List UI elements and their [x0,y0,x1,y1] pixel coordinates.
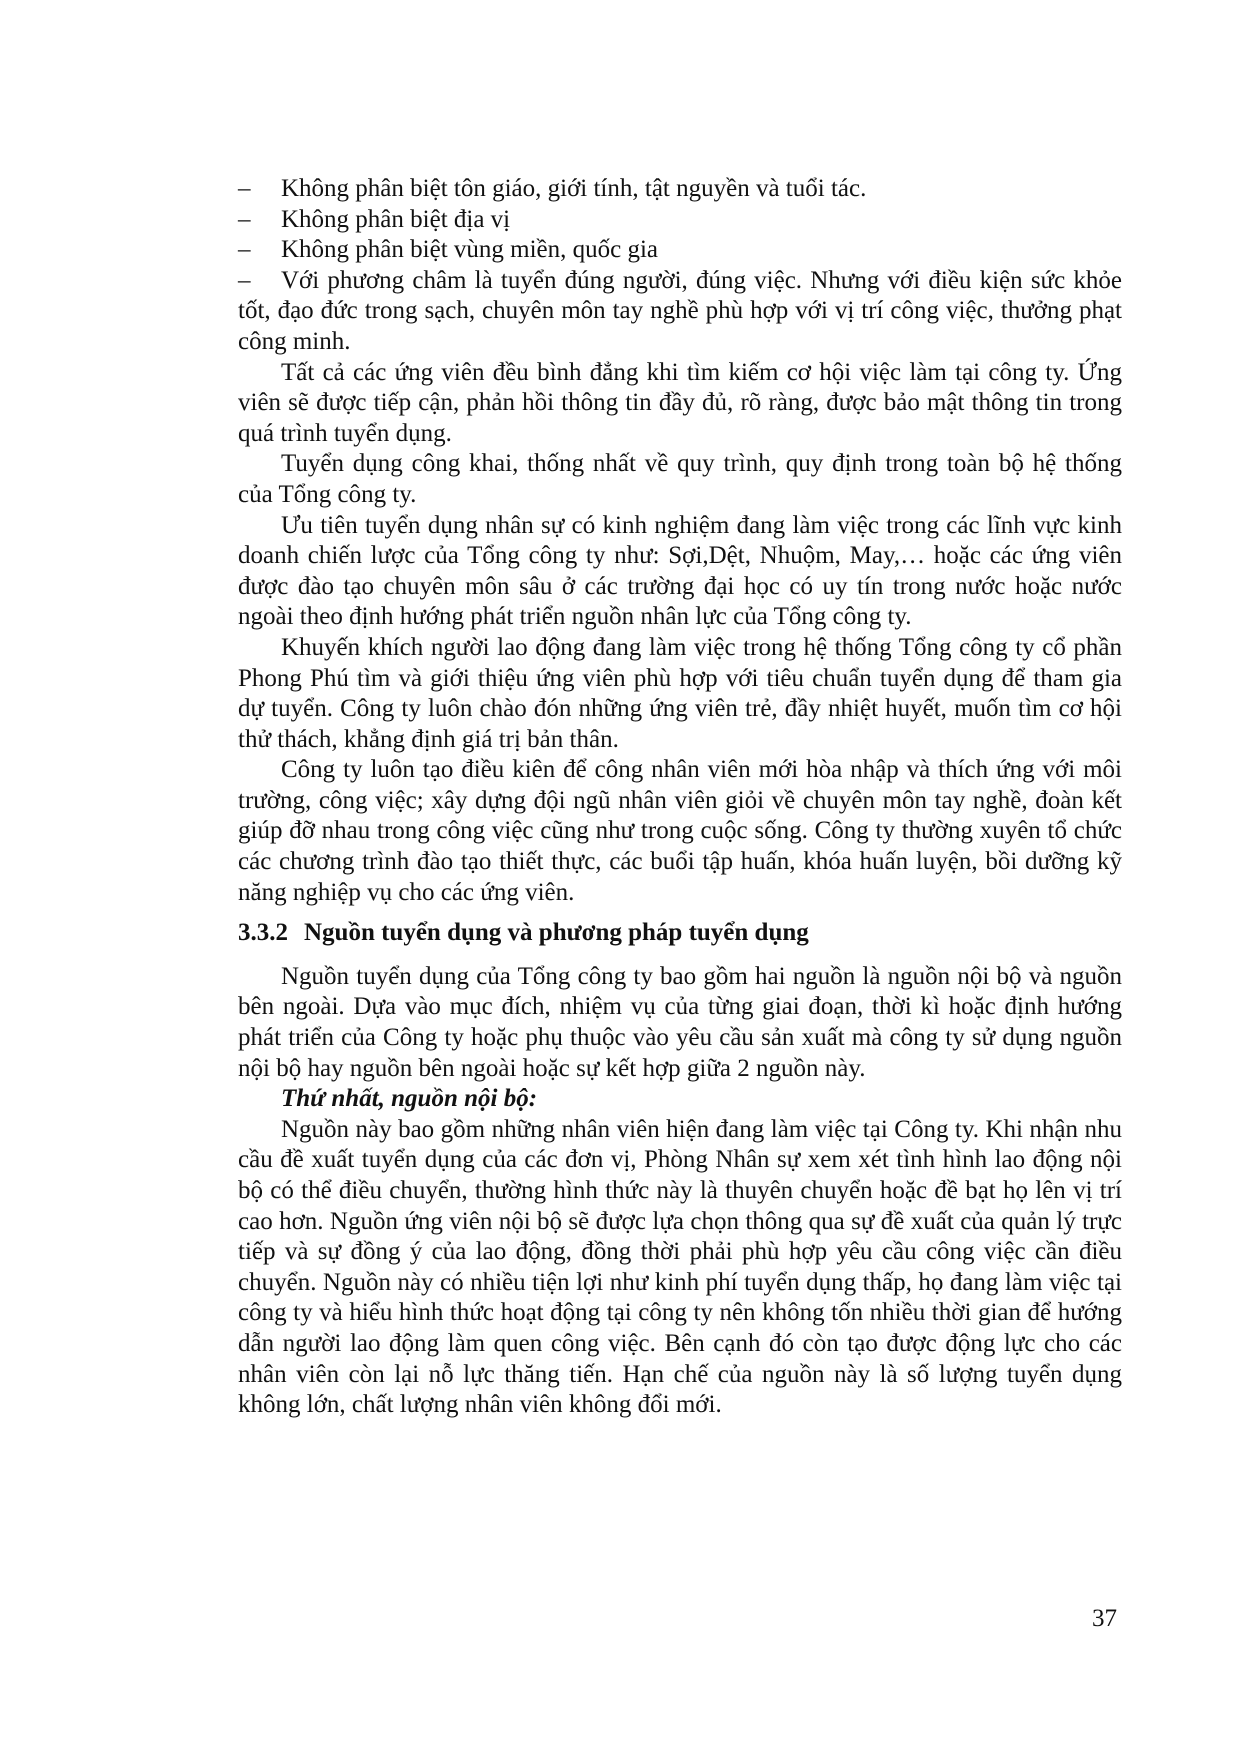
section-number: 3.3.2 [238,919,288,947]
paragraph-equal-opportunity: Tất cả các ứng viên đều bình đẳng khi tìm kiếm cơ hội việc làm tại công ty. Ứng viên sẽ được tiếp cận, phản hồi thông tin đầy đủ, rõ ràng, được bảo mật thông tin trong quá trình tuyển dụng. [238,358,1122,447]
section-heading [238,918,1122,949]
dash-bullet: – [238,205,251,233]
subheading-internal-source: Thứ nhất, nguồn nội bộ: [281,1085,538,1113]
bullet-text: Với phương châm là tuyển đúng người, đúng việc. Nhưng với điều kiện sức khỏe tốt, đạo đức trong sạch, chuyên môn tay nghề phù hợp với vị trí công việc, thưởng phạt công minh. [238,266,1122,355]
bullet-text: Không phân biệt địa vị [281,205,511,233]
bullet-item [238,174,1122,205]
bullet-item [238,235,1122,266]
paragraph-section-intro: Nguồn tuyển dụng của Tổng công ty bao gồm hai nguồn là nguồn nội bộ và nguồn bên ngoài. Dựa vào mục đích, nhiệm vụ của từng giai đoạn, thời kì hoặc định hướng phát triển của Công ty hoặc phụ thuộc vào yêu cầu sản xuất mà công ty sử dụng nguồn nội bộ hay nguồn bên ngoài hoặc sự kết hợp giữa 2 nguồn này. [238,962,1122,1082]
section-title: Nguồn tuyển dụng và phương pháp tuyển dụng [304,919,809,947]
dash-bullet: – [238,175,251,202]
paragraph-priority: Ưu tiên tuyển dụng nhân sự có kinh nghiệm đang làm việc trong các lĩnh vực kinh doanh chiến lược của Tổng công ty như: Sợi,Dệt, Nhuộm, May,… hoặc các ứng viên được đào tạo chuyên môn sâu ở các trường đại học có uy tín trong nước hoặc nước ngoài theo định hướng phát triển nguồn nhân lực của Tổng công ty. [238,511,1122,631]
paragraph-public-recruitment: Tuyển dụng công khai, thống nhất về quy trình, quy định trong toàn bộ hệ thống của Tổng công ty. [238,450,1122,508]
paragraph-internal-source: Nguồn này bao gồm những nhân viên hiện đang làm việc tại Công ty. Khi nhận nhu cầu đề xuất tuyển dụng của các đơn vị, Phòng Nhân sự xem xét tình hình lao động nội bộ có thể điều chuyển, thường hình thức này là thuyên chuyển hoặc đề bạt họ lên vị trí cao hơn. Nguồn ứng viên nội bộ sẽ được lựa chọn thông qua sự đề xuất của quản lý trực tiếp và sự đồng ý của lao động, đồng thời phải phù hợp yêu cầu công việc cần điều chuyển. Nguồn này có nhiều tiện lợi như kinh phí tuyển dụng thấp, họ đang làm việc tại công ty và hiểu hình thức hoạt động tại công ty nên không tốn nhiều thời gian để hướng dẫn người lao động làm quen công việc. Bên cạnh đó còn tạo được động lực cho các nhân viên còn lại nỗ lực thăng tiến. Hạn chế của nguồn này là số lượng tuyển dụng không lớn, chất lượng nhân viên không đổi mới. [238,1115,1122,1419]
dash-bullet: – [238,236,251,264]
paragraph-integration: Công ty luôn tạo điều kiên để công nhân viên mới hòa nhập và thích ứng với môi trường, công việc; xây dựng đội ngũ nhân viên giỏi về chuyên môn tay nghề, đoàn kết giúp đỡ nhau trong công việc cũng như trong cuộc sống. Công ty thường xuyên tổ chức các chương trình đào tạo thiết thực, các buổi tập huấn, khóa huấn luyện, bồi dưỡng kỹ năng nghiệp vụ cho các ứng viên. [238,756,1122,906]
bullet-item [238,205,1122,236]
page-content [238,174,1122,1421]
bullet-text: Không phân biệt vùng miền, quốc gia [281,236,659,264]
paragraph-encouragement: Khuyến khích người lao động đang làm việc trong hệ thống Tổng công ty cổ phần Phong Phú tìm và giới thiệu ứng viên phù hợp với tiêu chuẩn tuyển dụng để tham gia dự tuyển. Công ty luôn chào đón những ứng viên trẻ, đầy nhiệt huyết, muốn tìm cơ hội thử thách, khẳng định giá trị bản thân. [238,633,1122,753]
bullet-item: – Với phương châm là tuyển đúng người, đúng việc. Nhưng với điều kiện sức khỏe tốt, đạo đức trong sạch, chuyên môn tay nghề phù hợp với vị trí công việc, thưởng phạt công minh. [238,266,1122,355]
page-number: 37 [1092,1605,1117,1632]
bullet-text: Không phân biệt tôn giáo, giới tính, tật nguyền và tuổi tác. [281,175,867,202]
